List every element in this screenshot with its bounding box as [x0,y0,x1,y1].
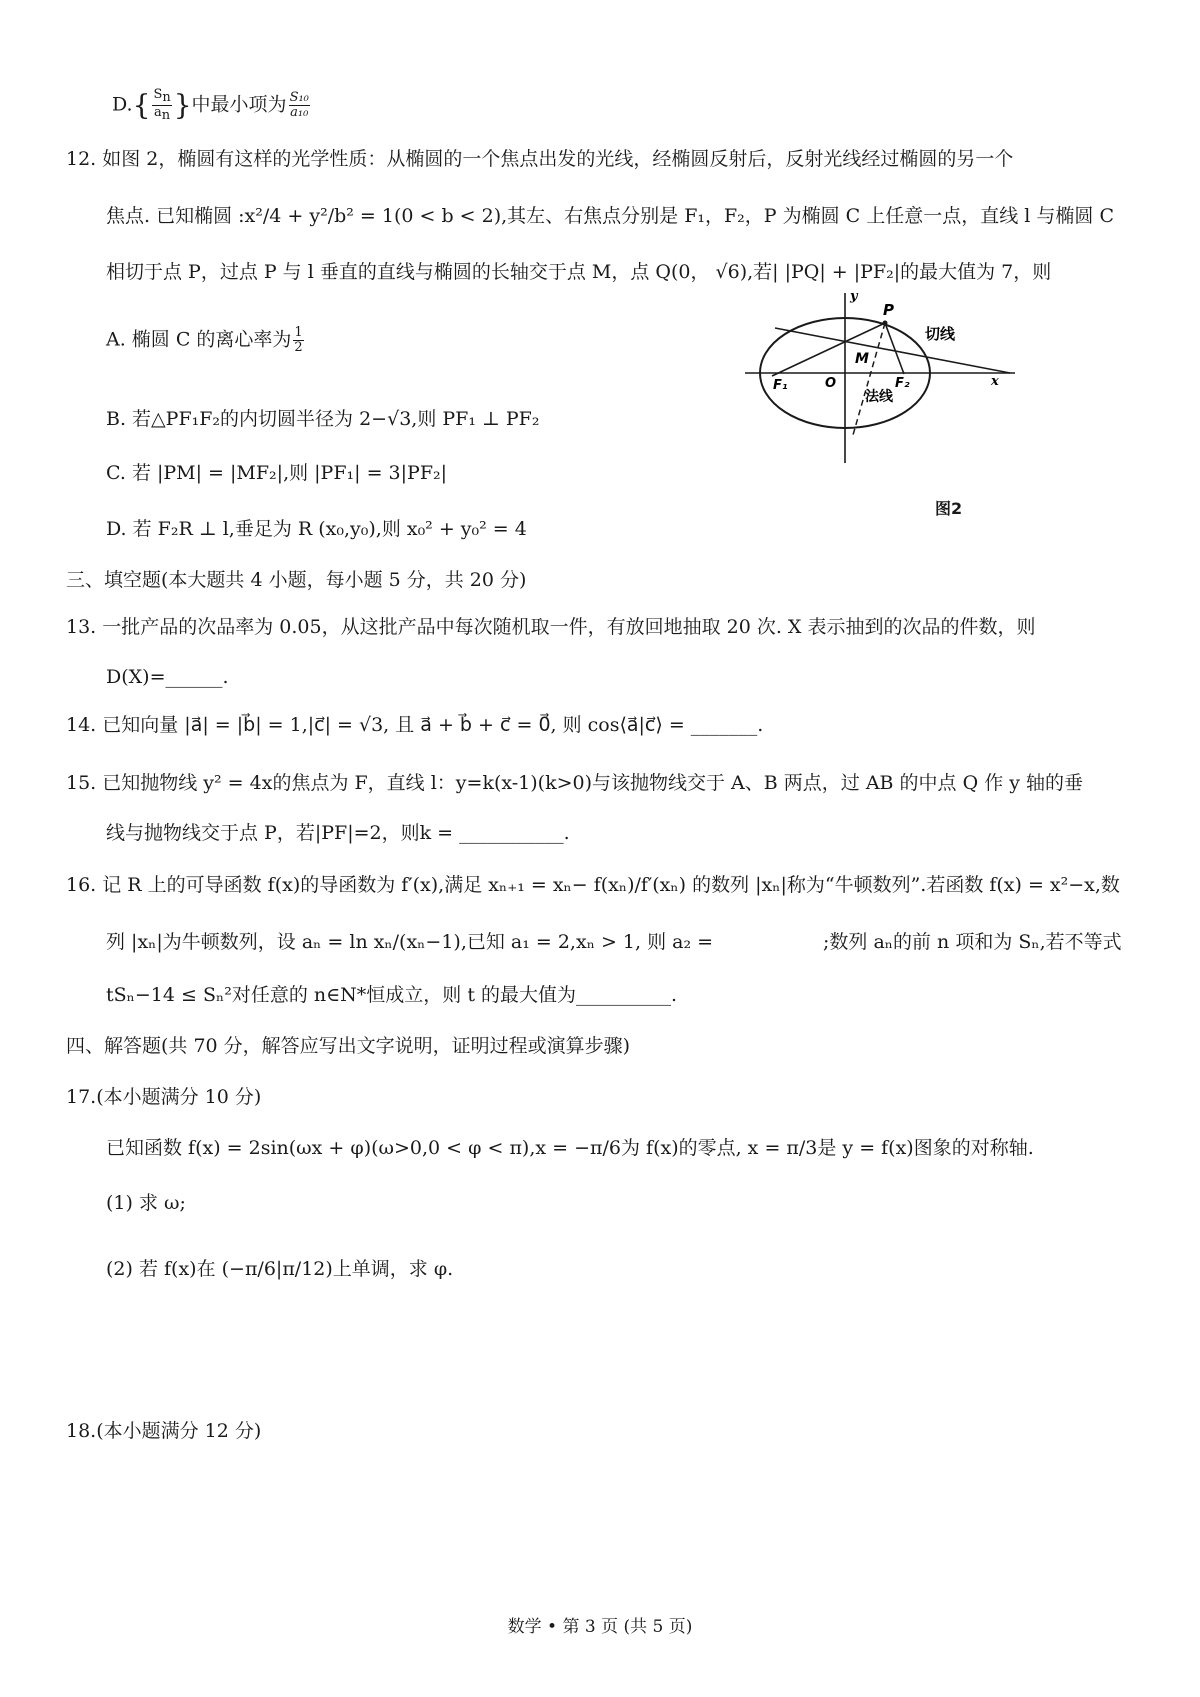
q15-line-1: 15. 已知抛物线 y² = 4x的焦点为 F，直线 l：y=k(x-1)(k>0)与该抛物线交于 A、B 两点，过 AB 的中点 Q 作 y 轴的垂 [66,772,1084,794]
page-footer: 数学 • 第 3 页 (共 5 页) [507,1617,693,1637]
q16-line-2a: 列 |xₙ|为牛顿数列，设 aₙ = ln xₙ/(xₙ−1),已知 a₁ = 2,xₙ > 1, 则 a₂ = [106,931,714,953]
section-3-heading: 三、填空题(本大题共 4 小题，每小题 5 分，共 20 分) [66,569,527,591]
q18-header: 18.(本小题满分 12 分) [66,1420,262,1442]
eccentricity-num: 1 [294,325,303,340]
q12-line-1: 12. 如图 2，椭圆有这样的光学性质：从椭圆的一个焦点出发的光线，经椭圆反射后，反射光线经过椭圆的另一个 [66,148,1014,170]
figure-caption: 图2 [935,499,963,518]
q14-line: 14. 已知向量 |a⃗| = |b⃗| = 1,|c⃗| = √3, 且 a⃗ + b⃗ + c⃗ = 0⃗, 则 cos⟨a⃗|c⃗⟩ = _______. [66,714,764,736]
q11-d-prefix: D. [112,93,133,116]
q17-part-2: (2) 若 f(x)在 (−π/6|π/12)上单调，求 φ. [106,1258,454,1280]
right-brace: } [173,88,192,122]
q12-option-a [106,326,306,355]
q12-line-3: 相切于点 P，过点 P 与 l 垂直的直线与椭圆的长轴交于点 M，点 Q(0， √6),若| |PQ| + |PF₂|的最大值为 7，则 [106,261,1052,283]
eccentricity-fraction [293,326,303,355]
q17-stem: 已知函数 f(x) = 2sin(ωx + φ)(ω>0,0 < φ < π),x = −π/6为 f(x)的零点, x = π/3是 y = f(x)图象的对称轴. [106,1137,1034,1159]
q12-option-a-text: A. 椭圆 C 的离心率为 [106,328,292,351]
point-p [883,321,888,326]
eccentricity-den: 2 [294,340,303,355]
label-f1: F₁ [773,378,788,393]
label-o: O [825,376,837,391]
q12-option-b: B. 若△PF₁F₂的内切圆半径为 2−√3,则 PF₁ ⊥ PF₂ [106,408,540,430]
tangent-line [775,328,1010,373]
label-p: P [883,301,894,319]
ellipse-figure [773,289,1135,495]
label-normal: 法线 [865,389,893,405]
seq-fraction [152,88,171,123]
q12-option-c: C. 若 |PM| = |MF₂|,则 |PF₁| = 3|PF₂| [106,462,448,484]
min-term-num: S₁₀ [289,90,309,105]
q11-option-d [112,88,312,123]
section-4-heading: 四、解答题(共 70 分，解答应写出文字说明，证明过程或演算步骤) [66,1035,631,1057]
seq-num-sub: n [162,90,171,105]
q17-part-1: (1) 求 ω; [106,1192,186,1214]
q16-line-1: 16. 记 R 上的可导函数 f(x)的导函数为 f′(x),满足 xₙ₊₁ = xₙ− f(xₙ)/f′(xₙ) 的数列 |xₙ|称为“牛顿数列”.若函数 f(x) = x²−x,数 [66,874,1120,896]
label-x: x [991,374,999,389]
q16-line-2b: ;数列 aₙ的前 n 项和为 Sₙ,若不等式 [823,931,1122,953]
label-y: y [850,289,858,304]
label-f2: F₂ [895,376,910,391]
normal-line [853,323,885,435]
q15-line-2: 线与抛物线交于点 P，若|PF|=2，则k = ___________. [106,822,570,844]
q12-line-2: 焦点. 已知椭圆 :x²/4 + y²/b² = 1(0 < b < 2),其左、右焦点分别是 F₁，F₂，P 为椭圆 C 上任意一点，直线 l 与椭圆 C [106,205,1114,227]
seq-num: S [153,87,163,102]
q16-line-3: tSₙ−14 ≤ Sₙ²对任意的 n∈N*恒成立，则 t 的最大值为__________. [106,984,678,1006]
min-term-den: a₁₀ [290,105,309,120]
left-brace: { [132,88,151,122]
q11-d-text: 中最小项为 [191,93,287,116]
q17-header: 17.(本小题满分 10 分) [66,1086,262,1108]
seq-den-sub: n [161,108,171,123]
label-tangent: 切线 [925,325,956,343]
q16-line-2 [106,929,1122,955]
seq-den: a [154,105,162,120]
q12-option-d: D. 若 F₂R ⊥ l,垂足为 R (x₀,y₀),则 x₀² + y₀² = 4 [106,518,527,540]
q13-line-1: 13. 一批产品的次品率为 0.05，从这批产品中每次随机取一件，有放回地抽取 20 次. X 表示抽到的次品的件数，则 [66,616,1036,638]
min-term-fraction [289,91,310,120]
q13-line-2: D(X)=______. [106,666,229,688]
label-m: M [855,351,869,367]
